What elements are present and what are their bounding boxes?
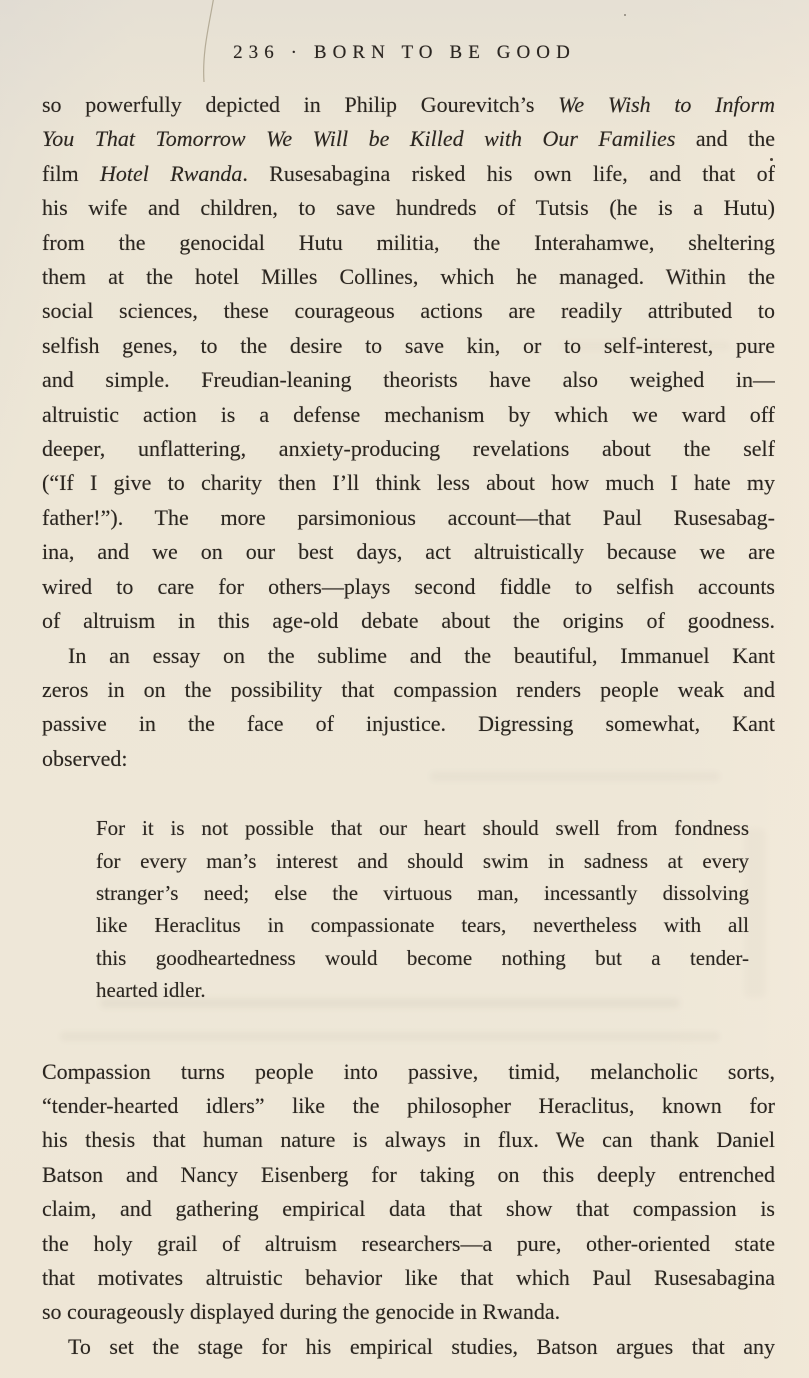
text-line: claim, and gathering empirical data that show that compassion is [42,1196,775,1222]
text-line: the holy grail of altruism researchers—a pure, other-oriented state [42,1230,775,1256]
text-line: Compassion turns people into passive, timid, melancholic sorts, [42,1058,775,1084]
text-line: them at the hotel Milles Collines, which he managed. Within the [42,264,775,290]
text-line: of altruism in this age-old debate about the origins of goodness. [42,608,775,634]
paragraph [42,1330,775,1364]
text-line: wired to care for others—plays second fiddle to selfish accounts [42,573,775,599]
text-line: In an essay on the sublime and the beautiful, Immanuel Kant [68,642,775,668]
text-line: selfish genes, to the desire to save kin, or to self-interest, pure [42,332,775,358]
block-quote [96,812,775,1006]
ink-speck [624,14,626,16]
running-header: 236 · BORN TO BE GOOD [233,42,576,63]
text-line: You That Tomorrow We Will be Killed with Our Families and the [42,126,775,152]
text-line: deeper, unflattering, anxiety-producing revelations about the self [42,436,775,462]
text-line: hearted idler. [96,978,206,1003]
text-line: that motivates altruistic behavior like that which Paul Rusesabagina [42,1265,775,1290]
text-line: from the genocidal Hutu militia, the Interahamwe, sheltering [42,229,775,255]
text-line: “tender-hearted idlers” like the philosopher Heraclitus, known for [42,1092,775,1118]
paragraph [42,88,775,639]
text-line: film Hotel Rwanda. Rusesabagina risked his own life, and that of [42,160,775,186]
text-line: (“If I give to charity then I’ll think less about how much I hate my [42,470,775,496]
text-line: and simple. Freudian-leaning theorists have also weighed in— [42,367,775,393]
text-line: passive in the face of injustice. Digressing somewhat, Kant [42,711,775,737]
text-line: father!”). The more parsimonious account—that Paul Rusesabag- [42,504,775,530]
text-line: this goodheartedness would become nothing but a tender- [96,945,749,970]
paragraph [42,639,775,777]
text-block [42,88,775,1364]
text-line: so courageously displayed during the genocide in Rwanda. [42,1299,561,1325]
text-line: his thesis that human nature is always in flux. We can thank Daniel [42,1127,775,1153]
text-line: his wife and children, to save hundreds of Tutsis (he is a Hutu) [42,195,775,221]
text-line: observed: [42,745,128,771]
text-line: altruistic action is a defense mechanism by which we ward off [42,401,775,427]
text-line: like Heraclitus in compassionate tears, nevertheless with all [96,913,749,938]
text-line: stranger’s need; else the virtuous man, incessantly dissolving [96,880,749,905]
text-line: ina, and we on our best days, act altruistically because we are [42,539,775,565]
text-line: To set the stage for his empirical studies, Batson argues that any [68,1333,775,1359]
text-line: zeros in on the possibility that compassion renders people weak and [42,676,775,702]
text-line: Batson and Nancy Eisenberg for taking on this deeply entrenched [42,1161,775,1187]
text-line: social sciences, these courageous actions are readily attributed to [42,298,775,324]
text-line: For it is not possible that our heart should swell from fondness [96,816,749,841]
text-line: so powerfully depicted in Philip Gourevitch’s We Wish to Inform [42,92,775,117]
paragraph [42,1055,775,1330]
text-line: for every man’s interest and should swim in sadness at every [96,848,749,873]
